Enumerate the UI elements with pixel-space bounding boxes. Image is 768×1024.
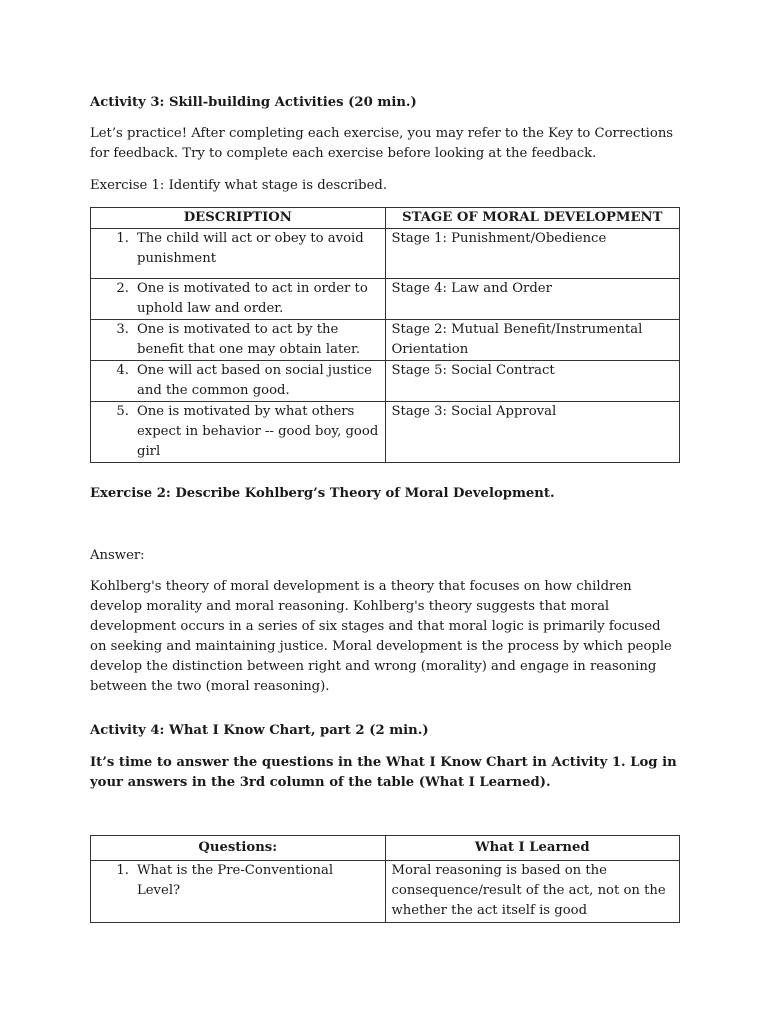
row-question: What is the Pre-Conventional Level? xyxy=(137,863,334,898)
exercise2-title: Exercise 2: Describe Kohlberg’s Theory of Moral Development. xyxy=(90,486,555,501)
row-number: 4. xyxy=(116,363,129,378)
activity3-intro: Let’s practice! After completing each exercise, you may refer to the Key to Corrections for feedback. Try to complete each exercise before looking at the feedback. xyxy=(90,126,674,161)
row-stage: Stage 4: Law and Order xyxy=(385,279,680,320)
learned-table-header xyxy=(91,836,680,861)
row-number: 2. xyxy=(116,281,129,296)
row-stage: Stage 5: Social Contract xyxy=(385,361,680,402)
activity3-title: Activity 3: Skill-building Activities (20 min.) xyxy=(90,95,417,110)
row-answer: Moral reasoning is based on the consequence/result of the act, not on the whether the act itself is good xyxy=(385,861,680,923)
answer-text: Kohlberg's theory of moral development is a theory that focuses on how children develop morality and moral reasoning. Kohlberg's theory suggests that moral development occurs in a series of six stages and that moral logic is primarily focused on seeking and maintaining justice. Moral development is the process by which people develop the distinction between right and wrong (morality) and engage in reasoning between the two (moral reasoning). xyxy=(90,579,672,694)
activity4-instruction: It’s time to answer the questions in the What I Know Chart in Activity 1. Log in your answers in the 3rd column of the table (What I Learned). xyxy=(90,755,677,790)
exercise1-label: Exercise 1: Identify what stage is described. xyxy=(90,178,388,193)
answer-label: Answer: xyxy=(90,548,145,563)
header-questions: Questions: xyxy=(91,836,386,861)
table-row xyxy=(91,279,680,320)
row-number: 1. xyxy=(116,863,129,878)
stage-table xyxy=(90,207,680,463)
table-row xyxy=(91,229,680,279)
stage-table-header xyxy=(91,208,680,229)
row-number: 3. xyxy=(116,322,129,337)
what-i-learned-table xyxy=(90,835,680,923)
row-number: 5. xyxy=(116,404,129,419)
row-description: One is motivated to act by the benefit that one may obtain later. xyxy=(137,322,361,357)
row-description: One will act based on social justice and the common good. xyxy=(137,363,372,398)
table-row xyxy=(91,402,680,463)
row-description: One is motivated by what others expect in behavior -- good boy, good girl xyxy=(137,404,379,459)
activity4-title: Activity 4: What I Know Chart, part 2 (2 min.) xyxy=(90,723,429,738)
header-what-i-learned: What I Learned xyxy=(385,836,680,861)
row-number: 1. xyxy=(116,231,129,246)
row-stage: Stage 2: Mutual Benefit/Instrumental Orientation xyxy=(385,320,680,361)
table-row xyxy=(91,320,680,361)
header-stage: STAGE OF MORAL DEVELOPMENT xyxy=(385,208,680,229)
header-description: DESCRIPTION xyxy=(91,208,386,229)
table-row xyxy=(91,361,680,402)
row-stage: Stage 1: Punishment/Obedience xyxy=(385,229,680,279)
row-description: One is motivated to act in order to uphold law and order. xyxy=(137,281,368,316)
row-description: The child will act or obey to avoid punishment xyxy=(137,231,364,266)
row-stage: Stage 3: Social Approval xyxy=(385,402,680,463)
table-row xyxy=(91,861,680,923)
